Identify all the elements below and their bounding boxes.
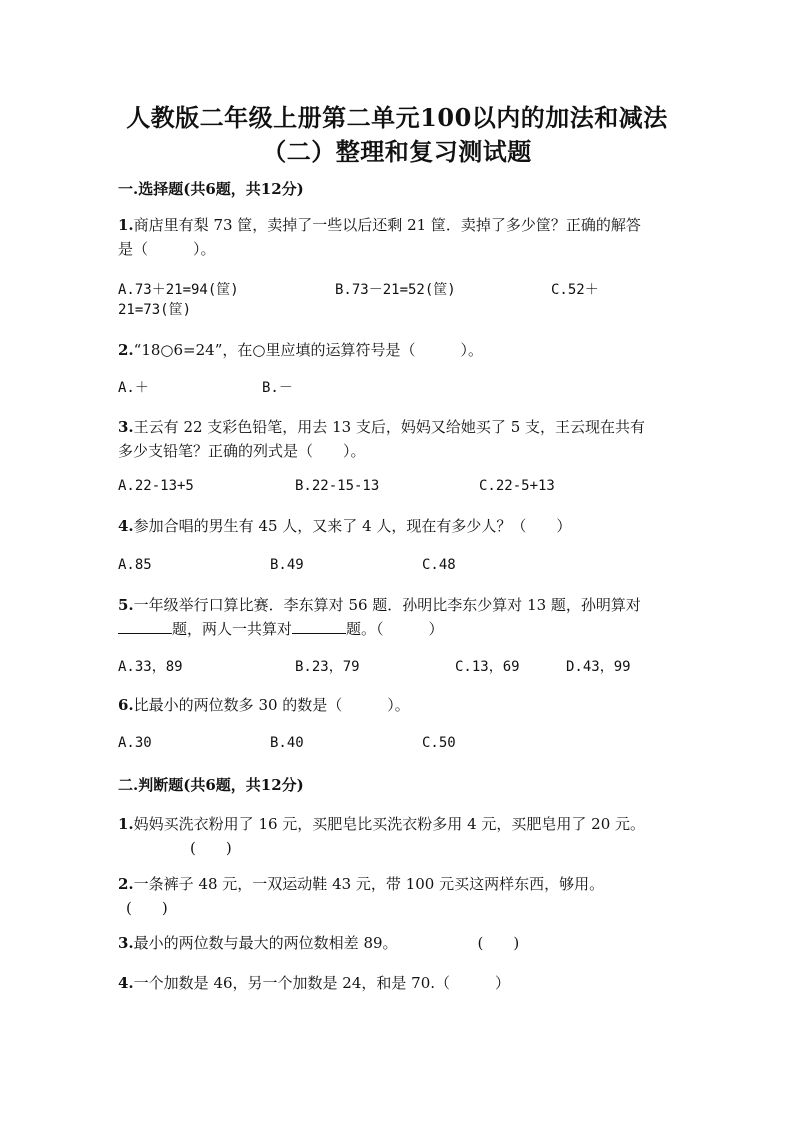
option-a: A.＋ (118, 380, 149, 396)
page-title-line-1: 人教版二年级上册第二单元100以内的加法和减法 (126, 103, 668, 132)
question-number: 6. (118, 696, 134, 714)
question-1-6 (118, 693, 678, 717)
question-number: 4. (118, 974, 134, 992)
question-text: 最小的两位数与最大的两位数相差 89。 (133, 934, 398, 952)
option-c: C.13，69 (455, 659, 520, 675)
question-text: 一条裤子 48 元，一双运动鞋 43 元，带 100 元买这两样东西，够用。 (133, 875, 605, 893)
question-2-3 (118, 931, 678, 955)
question-text-cont: 题，两人一共算对 (172, 620, 293, 638)
question-text: 参加合唱的男生有 45 人，又来了 4 人，现在有多少人？（ ） (133, 517, 572, 535)
question-1-4 (118, 514, 678, 538)
question-text: “18○6=24”，在○里应填的运算符号是（ ）。 (133, 341, 483, 359)
question-text: 商店里有梨 73 筐，卖掉了一些以后还剩 21 筐．卖掉了多少筐？正确的解答 (133, 216, 641, 234)
judgement-bracket: ( ) (126, 899, 168, 917)
option-b: B.49 (270, 557, 304, 573)
question-text: 妈妈买洗衣粉用了 16 元，买肥皂比买洗衣粉多用 4 元，买肥皂用了 20 元。 (133, 815, 646, 833)
question-1-3 (118, 415, 678, 463)
option-b: B.22-15-13 (295, 478, 380, 494)
page-title-line-2: （二）整理和复习测试题 (262, 137, 532, 166)
option-d: D.43，99 (566, 659, 631, 675)
option-b: B.73－21=52(筐) (335, 282, 456, 298)
option-a: A.30 (118, 735, 152, 751)
answer-blank[interactable] (292, 619, 346, 634)
question-number: 5. (118, 596, 134, 614)
answer-blank[interactable] (118, 619, 172, 634)
question-number: 3. (118, 418, 134, 436)
judgement-bracket: ( ) (190, 839, 232, 857)
option-b: B.23，79 (295, 659, 360, 675)
section-2-header: 二.判断题(共6题，共12分) (118, 776, 304, 794)
question-1-5 (118, 593, 678, 641)
question-number: 4. (118, 517, 134, 535)
option-a: A.22-13+5 (118, 478, 194, 494)
question-text-cont: 多少支铅笔？正确的列式是（ ）。 (118, 442, 366, 460)
option-a: A.85 (118, 557, 152, 573)
question-2-1 (118, 812, 678, 860)
option-c: C.52＋ (551, 282, 599, 298)
section-1-header: 一.选择题(共6题，共12分) (118, 180, 304, 198)
question-2-4 (118, 971, 678, 995)
question-text: 一个加数是 46，另一个加数是 24，和是 70.（ ） (133, 974, 511, 992)
option-b: B.40 (270, 735, 304, 751)
question-text-cont: 题。（ ） (346, 620, 444, 638)
question-1-2 (118, 338, 678, 362)
option-c: C.50 (422, 735, 456, 751)
question-text: 一年级举行口算比赛．李东算对 56 题．孙明比李东少算对 13 题，孙明算对 (133, 596, 641, 614)
question-1-1 (118, 213, 678, 261)
option-b: B.－ (262, 380, 293, 396)
question-number: 1. (118, 815, 134, 833)
question-text: 比最小的两位数多 30 的数是（ ）。 (133, 696, 410, 714)
question-text-cont: 是（ ）。 (118, 240, 216, 258)
option-c: C.48 (422, 557, 456, 573)
option-a: A.33，89 (118, 659, 183, 675)
option-c: C.22-5+13 (479, 478, 555, 494)
question-text: 王云有 22 支彩色铅笔，用去 13 支后，妈妈又给她买了 5 支，王云现在共有 (133, 418, 646, 436)
question-number: 2. (118, 875, 134, 893)
question-number: 1. (118, 216, 134, 234)
option-a: A.73＋21=94(筐) (118, 282, 239, 298)
question-number: 3. (118, 934, 134, 952)
question-number: 2. (118, 341, 134, 359)
option-c-cont: 21=73(筐) (118, 302, 192, 318)
judgement-bracket: ( ) (477, 934, 520, 952)
question-2-2 (118, 872, 678, 920)
